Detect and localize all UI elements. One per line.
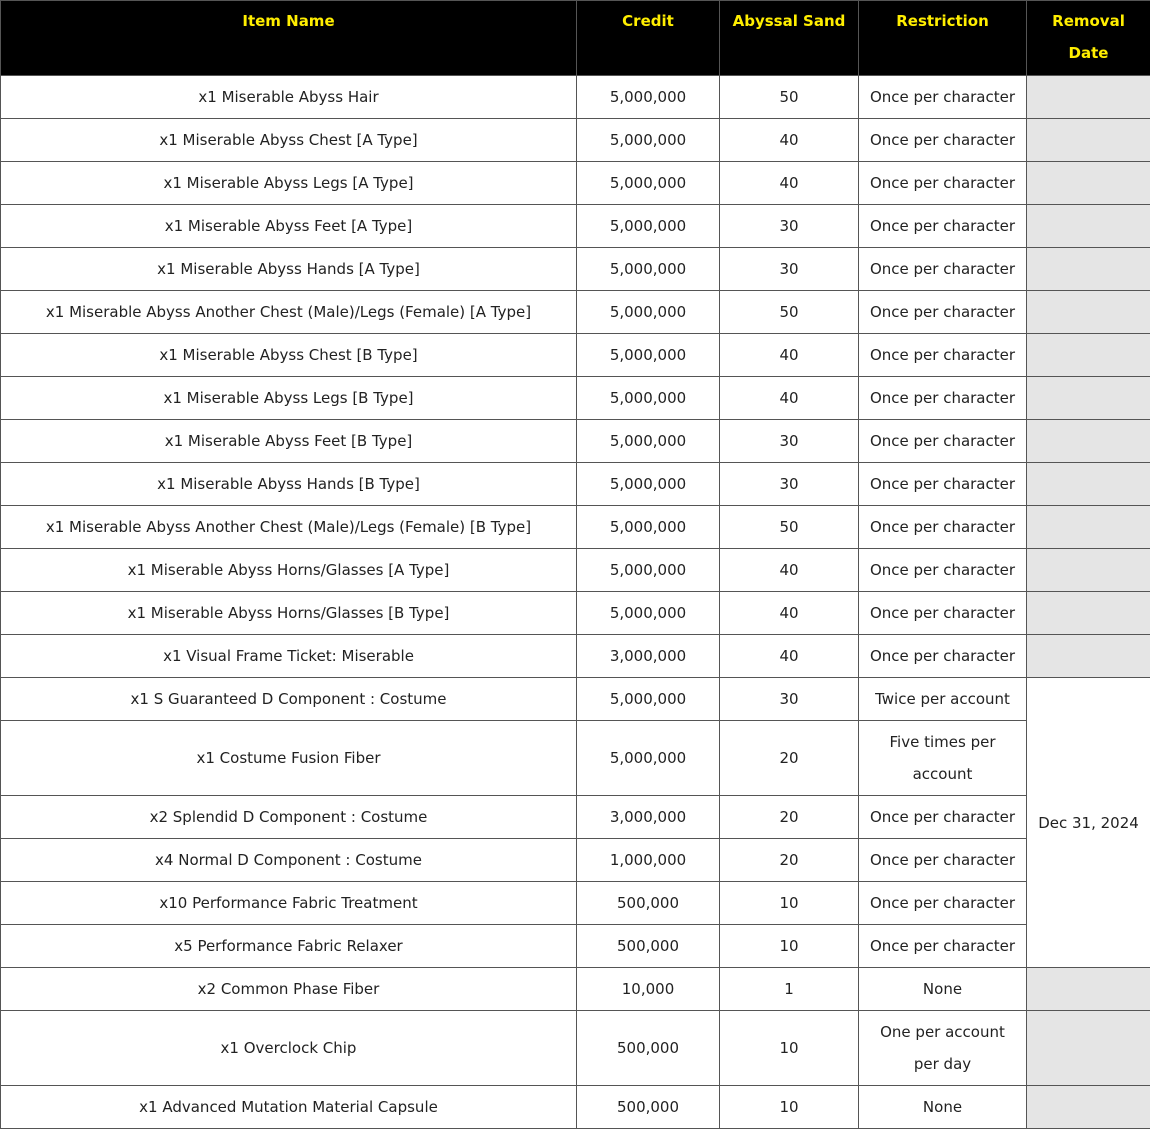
credit-cell: 3,000,000 <box>577 635 720 678</box>
table-row <box>1 721 1150 796</box>
restriction-cell: Once per character <box>859 420 1027 463</box>
abyssal-sand-cell: 10 <box>720 1011 859 1086</box>
table-row <box>1 248 1150 291</box>
restriction-cell: Once per character <box>859 334 1027 377</box>
table-row <box>1 291 1150 334</box>
restriction-cell: Once per character <box>859 925 1027 968</box>
table-row <box>1 205 1150 248</box>
item-name-cell: x1 Miserable Abyss Chest [A Type] <box>1 119 577 162</box>
restriction-cell: Once per character <box>859 205 1027 248</box>
restriction-cell: Once per character <box>859 796 1027 839</box>
credit-cell: 500,000 <box>577 1011 720 1086</box>
restriction-cell: Five times per account <box>859 721 1027 796</box>
restriction-cell: Once per character <box>859 592 1027 635</box>
restriction-cell: Once per character <box>859 549 1027 592</box>
removal-date-cell-empty <box>1027 420 1150 463</box>
restriction-cell: None <box>859 968 1027 1011</box>
item-name-cell: x10 Performance Fabric Treatment <box>1 882 577 925</box>
header-removal-date: Removal Date <box>1027 1 1150 76</box>
restriction-cell: Once per character <box>859 882 1027 925</box>
credit-cell: 5,000,000 <box>577 592 720 635</box>
restriction-cell: Once per character <box>859 839 1027 882</box>
credit-cell: 5,000,000 <box>577 76 720 119</box>
removal-date-cell-empty <box>1027 592 1150 635</box>
table-row <box>1 377 1150 420</box>
credit-cell: 5,000,000 <box>577 291 720 334</box>
table-row <box>1 162 1150 205</box>
item-name-cell: x1 Miserable Abyss Horns/Glasses [B Type] <box>1 592 577 635</box>
item-name-cell: x2 Common Phase Fiber <box>1 968 577 1011</box>
abyssal-sand-cell: 40 <box>720 635 859 678</box>
removal-date-cell-empty <box>1027 635 1150 678</box>
table-row <box>1 420 1150 463</box>
removal-date-cell-empty <box>1027 291 1150 334</box>
item-name-cell: x1 Miserable Abyss Another Chest (Male)/Legs (Female) [A Type] <box>1 291 577 334</box>
restriction-cell: Once per character <box>859 162 1027 205</box>
credit-cell: 5,000,000 <box>577 162 720 205</box>
table-row <box>1 882 1150 925</box>
table-row <box>1 968 1150 1011</box>
credit-cell: 5,000,000 <box>577 678 720 721</box>
credit-cell: 5,000,000 <box>577 377 720 420</box>
table-row <box>1 549 1150 592</box>
abyssal-sand-cell: 40 <box>720 119 859 162</box>
credit-cell: 5,000,000 <box>577 463 720 506</box>
removal-date-cell-empty <box>1027 377 1150 420</box>
table-row <box>1 1011 1150 1086</box>
credit-cell: 5,000,000 <box>577 119 720 162</box>
removal-date-cell-empty <box>1027 549 1150 592</box>
credit-cell: 500,000 <box>577 882 720 925</box>
item-name-cell: x1 Overclock Chip <box>1 1011 577 1086</box>
restriction-cell: Once per character <box>859 377 1027 420</box>
abyssal-sand-cell: 10 <box>720 925 859 968</box>
credit-cell: 5,000,000 <box>577 420 720 463</box>
abyssal-sand-cell: 1 <box>720 968 859 1011</box>
item-name-cell: x1 Miserable Abyss Feet [B Type] <box>1 420 577 463</box>
abyssal-sand-cell: 30 <box>720 205 859 248</box>
removal-date-cell-empty <box>1027 1011 1150 1086</box>
restriction-cell: Twice per account <box>859 678 1027 721</box>
abyssal-sand-cell: 40 <box>720 377 859 420</box>
credit-cell: 5,000,000 <box>577 721 720 796</box>
removal-date-cell-empty <box>1027 968 1150 1011</box>
item-name-cell: x1 Miserable Abyss Chest [B Type] <box>1 334 577 377</box>
removal-date-cell-empty <box>1027 162 1150 205</box>
credit-cell: 5,000,000 <box>577 334 720 377</box>
abyssal-sand-cell: 50 <box>720 291 859 334</box>
removal-date-cell-empty <box>1027 248 1150 291</box>
credit-cell: 10,000 <box>577 968 720 1011</box>
header-abyssal-sand: Abyssal Sand <box>720 1 859 76</box>
abyssal-sand-cell: 10 <box>720 1086 859 1129</box>
abyssal-sand-cell: 30 <box>720 678 859 721</box>
item-name-cell: x1 Miserable Abyss Legs [A Type] <box>1 162 577 205</box>
credit-cell: 500,000 <box>577 925 720 968</box>
abyssal-sand-cell: 20 <box>720 796 859 839</box>
table-row <box>1 506 1150 549</box>
abyssal-sand-cell: 40 <box>720 162 859 205</box>
abyssal-sand-cell: 40 <box>720 334 859 377</box>
restriction-cell: Once per character <box>859 291 1027 334</box>
removal-date-cell-empty <box>1027 334 1150 377</box>
abyssal-sand-cell: 30 <box>720 463 859 506</box>
table-body <box>1 76 1150 1129</box>
item-name-cell: x1 Miserable Abyss Hands [B Type] <box>1 463 577 506</box>
credit-cell: 500,000 <box>577 1086 720 1129</box>
restriction-cell: Once per character <box>859 119 1027 162</box>
restriction-cell: Once per character <box>859 248 1027 291</box>
item-name-cell: x1 Advanced Mutation Material Capsule <box>1 1086 577 1129</box>
removal-date-cell: Dec 31, 2024 <box>1027 678 1150 968</box>
item-name-cell: x1 Miserable Abyss Horns/Glasses [A Type] <box>1 549 577 592</box>
abyssal-sand-cell: 10 <box>720 882 859 925</box>
table-row <box>1 1086 1150 1129</box>
abyssal-sand-cell: 50 <box>720 506 859 549</box>
table-row <box>1 839 1150 882</box>
removal-date-cell-empty <box>1027 1086 1150 1129</box>
restriction-cell: One per account per day <box>859 1011 1027 1086</box>
restriction-cell: Once per character <box>859 76 1027 119</box>
item-name-cell: x1 Miserable Abyss Legs [B Type] <box>1 377 577 420</box>
item-name-cell: x1 Miserable Abyss Feet [A Type] <box>1 205 577 248</box>
table-row <box>1 76 1150 119</box>
header-credit: Credit <box>577 1 720 76</box>
abyssal-sand-cell: 30 <box>720 248 859 291</box>
item-name-cell: x1 Visual Frame Ticket: Miserable <box>1 635 577 678</box>
item-name-cell: x1 Miserable Abyss Hair <box>1 76 577 119</box>
credit-cell: 3,000,000 <box>577 796 720 839</box>
table-row <box>1 796 1150 839</box>
abyssal-sand-cell: 50 <box>720 76 859 119</box>
credit-cell: 5,000,000 <box>577 506 720 549</box>
item-name-cell: x1 Miserable Abyss Another Chest (Male)/Legs (Female) [B Type] <box>1 506 577 549</box>
restriction-cell: None <box>859 1086 1027 1129</box>
abyssal-sand-cell: 20 <box>720 721 859 796</box>
removal-date-cell-empty <box>1027 76 1150 119</box>
restriction-cell: Once per character <box>859 463 1027 506</box>
removal-date-cell-empty <box>1027 205 1150 248</box>
credit-cell: 5,000,000 <box>577 205 720 248</box>
abyssal-sand-cell: 40 <box>720 592 859 635</box>
removal-date-cell-empty <box>1027 506 1150 549</box>
header-restriction: Restriction <box>859 1 1027 76</box>
abyssal-sand-cell: 20 <box>720 839 859 882</box>
header-item-name: Item Name <box>1 1 577 76</box>
table-row <box>1 334 1150 377</box>
table-header-row <box>1 1 1150 76</box>
table-row <box>1 925 1150 968</box>
table-row <box>1 635 1150 678</box>
item-name-cell: x4 Normal D Component : Costume <box>1 839 577 882</box>
abyssal-sand-cell: 30 <box>720 420 859 463</box>
item-name-cell: x1 Costume Fusion Fiber <box>1 721 577 796</box>
item-name-cell: x5 Performance Fabric Relaxer <box>1 925 577 968</box>
table-row <box>1 119 1150 162</box>
credit-cell: 1,000,000 <box>577 839 720 882</box>
restriction-cell: Once per character <box>859 635 1027 678</box>
credit-cell: 5,000,000 <box>577 549 720 592</box>
credit-cell: 5,000,000 <box>577 248 720 291</box>
table-row <box>1 592 1150 635</box>
removal-date-cell-empty <box>1027 463 1150 506</box>
item-name-cell: x2 Splendid D Component : Costume <box>1 796 577 839</box>
item-name-cell: x1 Miserable Abyss Hands [A Type] <box>1 248 577 291</box>
restriction-cell: Once per character <box>859 506 1027 549</box>
item-name-cell: x1 S Guaranteed D Component : Costume <box>1 678 577 721</box>
table-row <box>1 463 1150 506</box>
removal-date-cell-empty <box>1027 119 1150 162</box>
abyssal-sand-cell: 40 <box>720 549 859 592</box>
table-row <box>1 678 1150 721</box>
